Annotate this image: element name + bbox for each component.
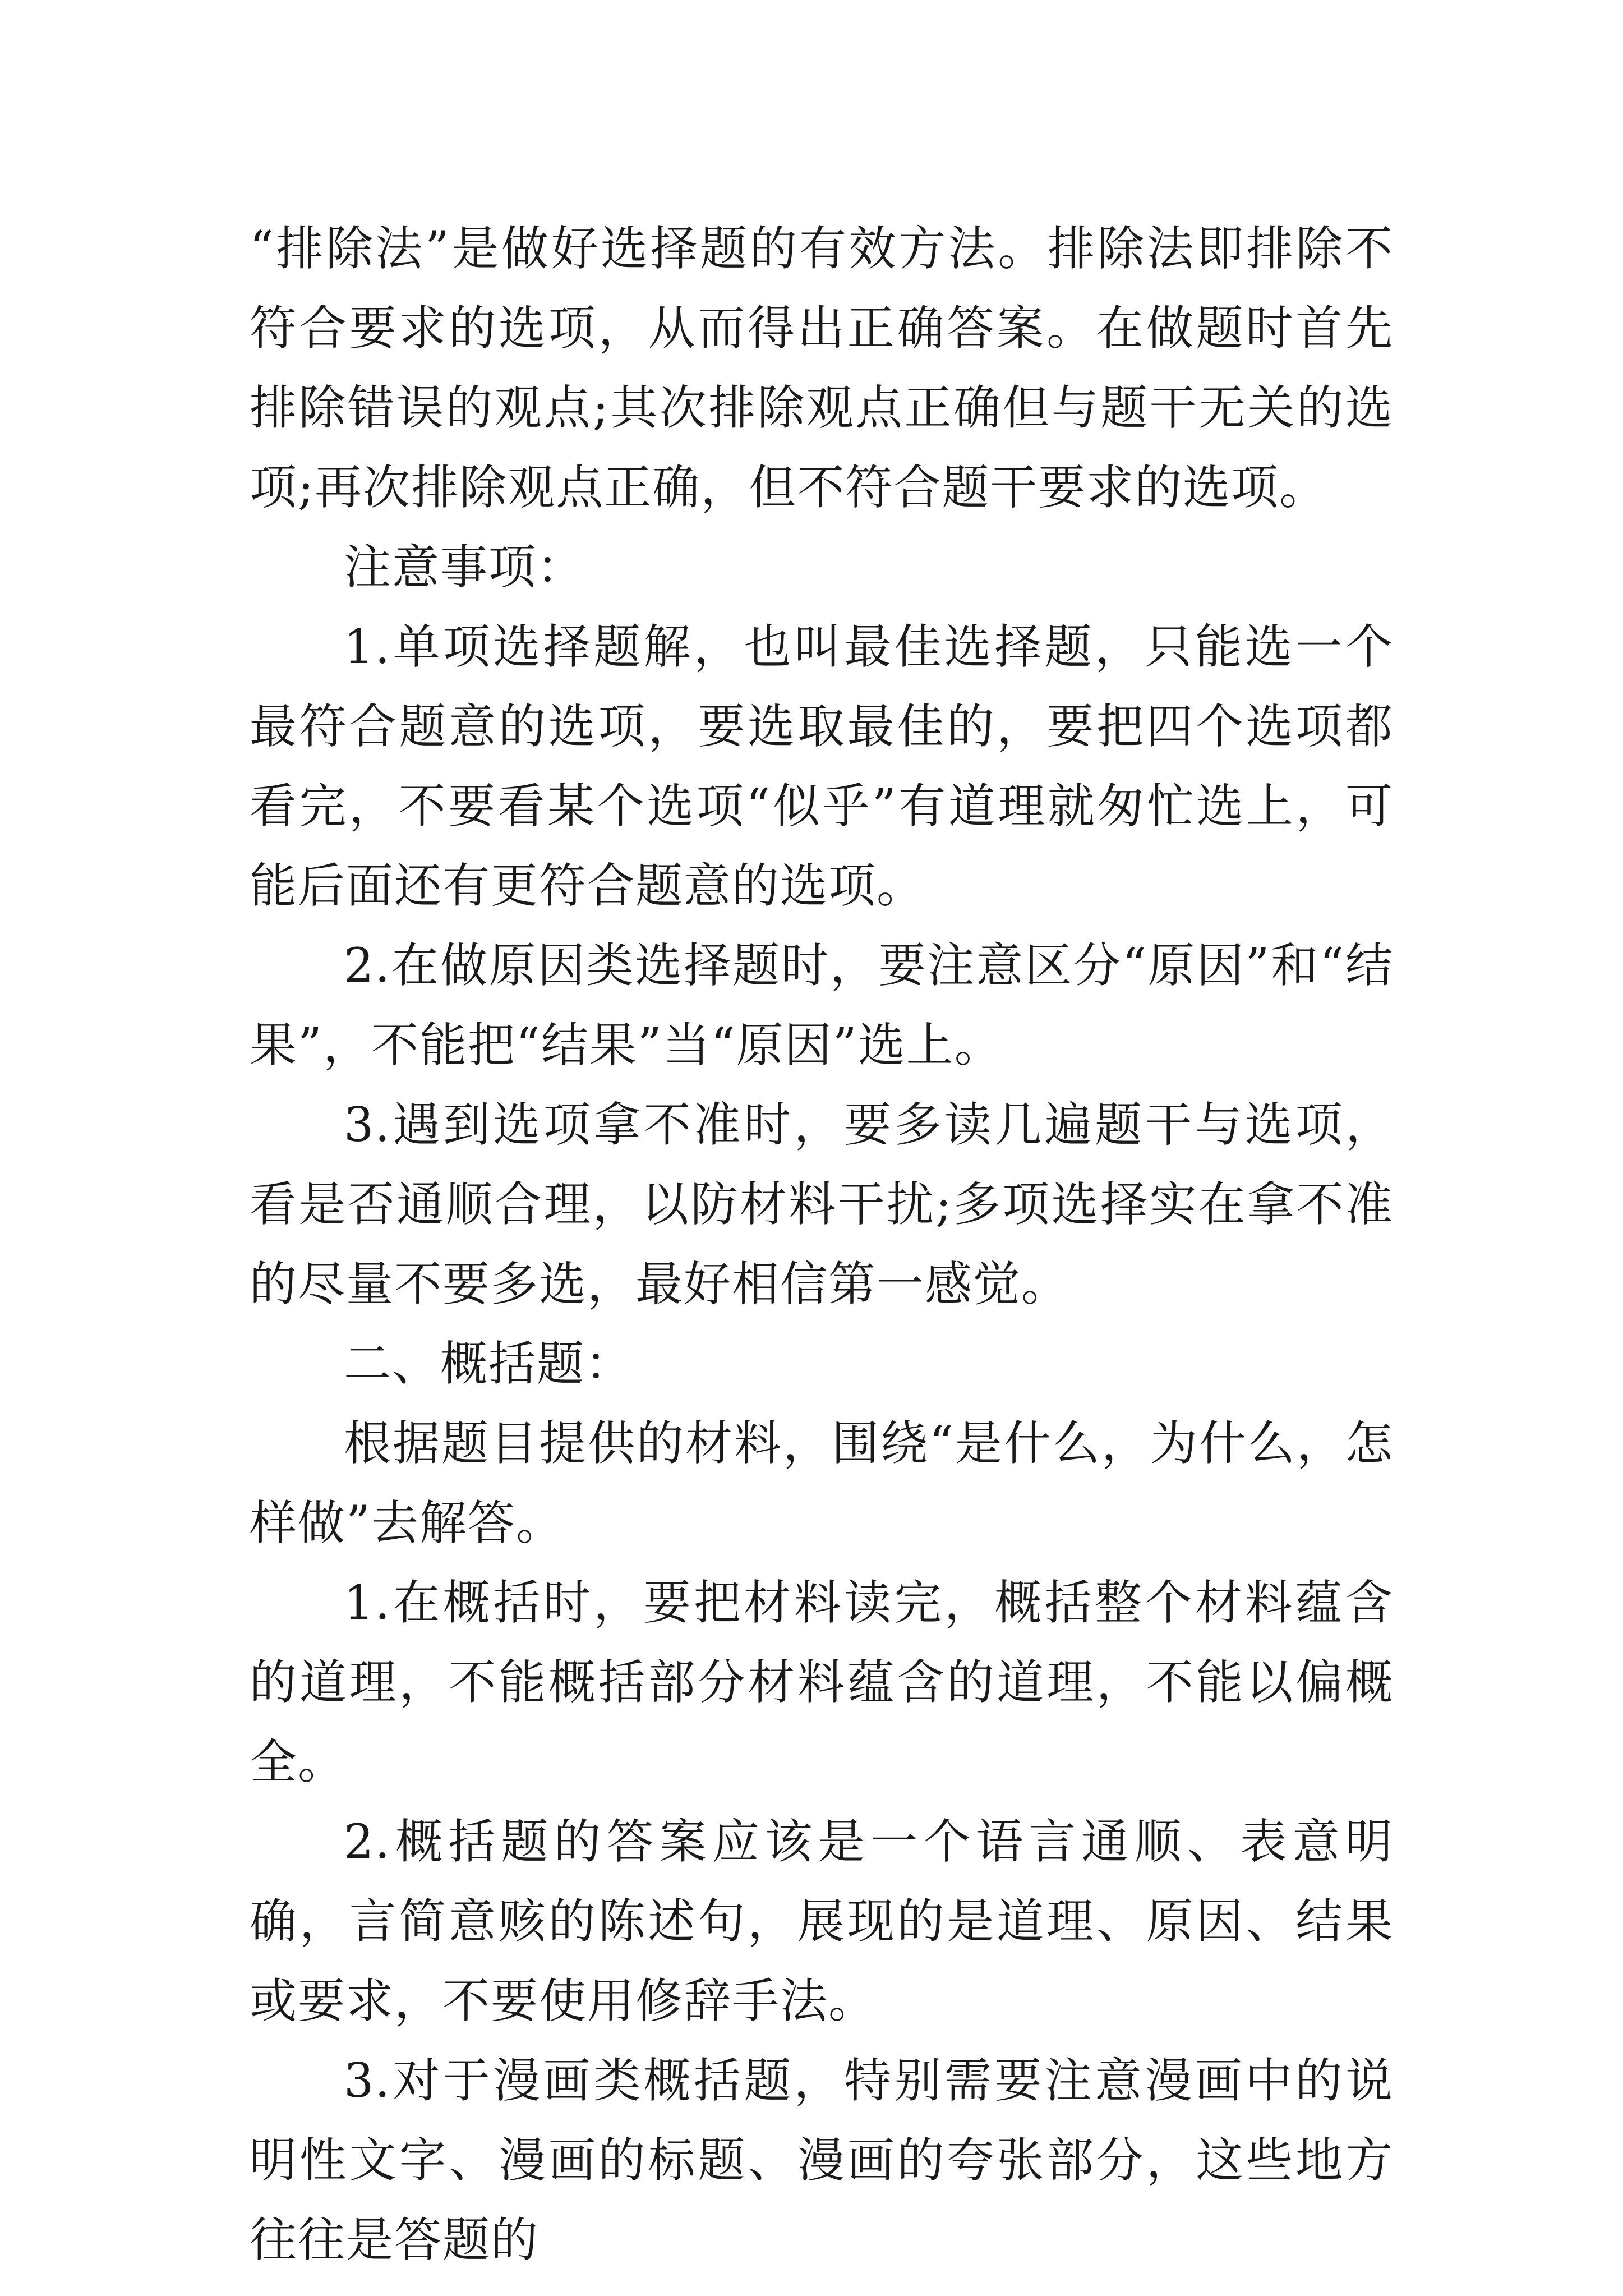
paragraph-summary-1: 1.在概括时，要把材料读完，概括整个材料蕴含的道理，不能概括部分材料蕴含的道理，不能以偏概全。 xyxy=(250,1575,1394,1789)
document-body xyxy=(250,209,1394,2280)
paragraph-summary-2: 2.概括题的答案应该是一个语言通顺、表意明确，言简意赅的陈述句，展现的是道理、原因、结果或要求，不要使用修辞手法。 xyxy=(250,1814,1394,2028)
paragraph-note-3: 3.遇到选项拿不准时，要多读几遍题干与选项，看是否通顺合理，以防材料干扰;多项选择实在拿不准的尽量不要多选，最好相信第一感觉。 xyxy=(250,1097,1394,1312)
paragraph-summary-intro: 根据题目提供的材料，围绕“是什么，为什么，怎样做”去解答。 xyxy=(250,1416,1394,1550)
paragraph-notes-heading: 注意事项： xyxy=(344,540,585,595)
section-heading-summary-questions: 二、概括题： xyxy=(344,1336,634,1391)
paragraph-exclusion-method: “排除法”是做好选择题的有效方法。排除法即排除不符合要求的选项，从而得出正确答案。在做题时首先排除错误的观点;其次排除观点正确但与题干无关的选项;再次排除观点正确，但不符合题干要求的选项。 xyxy=(250,221,1394,515)
paragraph-note-1: 1.单项选择题解，也叫最佳选择题，只能选一个最符合题意的选项，要选取最佳的，要把四个选项都看完，不要看某个选项“似乎”有道理就匆忙选上，可能后面还有更符合题意的选项。 xyxy=(250,619,1394,913)
paragraph-summary-3: 3.对于漫画类概括题，特别需要注意漫画中的说明性文字、漫画的标题、漫画的夸张部分，这些地方往往是答题的 xyxy=(250,2053,1394,2267)
paragraph-note-2: 2.在做原因类选择题时，要注意区分“原因”和“结果”，不能把“结果”当“原因”选上。 xyxy=(250,938,1394,1073)
